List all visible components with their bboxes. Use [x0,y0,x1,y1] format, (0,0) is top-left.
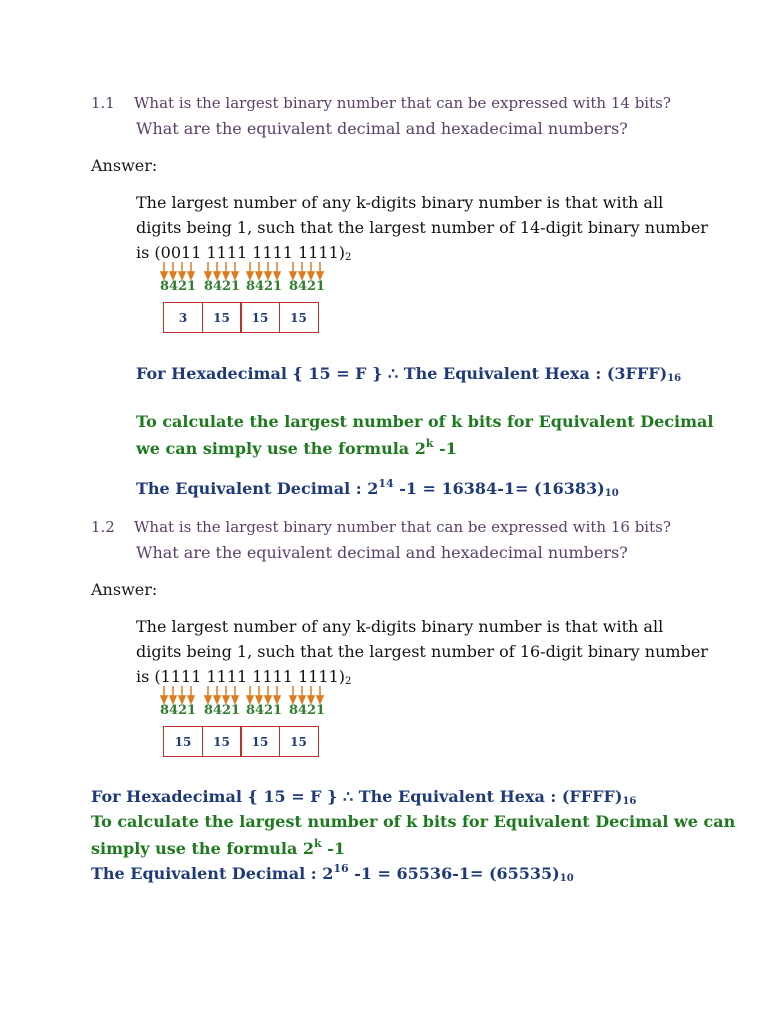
formula-1-tail: -1 [433,439,457,458]
formula-1-text: we can simply use the formula 2 [136,439,426,458]
weight-1: 1 [316,703,326,718]
decimal-2-tail: -1 = 65536-1= (65535) [348,864,560,883]
binary-value-1: is (0011 1111 1111 1111) [136,243,346,262]
hex-base-1: 16 [667,373,682,384]
weight-2: 2 [264,279,274,294]
weight-4: 4 [298,703,308,718]
question-1-2-line2: What are the equivalent decimal and hexadecimal numbers? [136,543,628,562]
answer-1-paragraph [136,190,708,270]
formula-2-sup: k [314,837,322,850]
formula-2-line1: To calculate the largest number of k bits for Equivalent Decimal we can [91,812,736,831]
weight-8: 8 [289,703,299,718]
weight-8: 8 [246,279,256,294]
weight-8: 8 [204,279,214,294]
weight-2: 2 [307,279,317,294]
nibble-cell: 15 [279,726,319,757]
weight-4: 4 [298,279,308,294]
weight-4: 4 [169,703,179,718]
formula-1-line2 [136,437,457,458]
hex-result-1 [136,364,681,384]
formula-2-tail: -1 [321,839,345,858]
weight-8: 8 [246,703,256,718]
decimal-result-1 [136,477,619,499]
formula-2-line2 [91,837,345,858]
answer-label-2: Answer: [91,580,158,599]
question-1-1-line2: What are the equivalent decimal and hexadecimal numbers? [136,119,628,138]
nibble-cell: 15 [202,302,242,333]
nibble-boxes-1 [163,302,319,333]
answer-1-line1: The largest number of any k-digits binary number is that with all [136,193,664,212]
answer-2-line2: digits being 1, such that the largest number of 16-digit binary number [136,642,708,661]
nibble-cell: 3 [163,302,203,333]
answer-label-1: Answer: [91,156,158,175]
decimal-1-text: The Equivalent Decimal : 2 [136,479,379,498]
question-number-1-2: 1.2 [91,518,115,536]
nibble-cell: 15 [240,302,280,333]
nibble-cell: 15 [240,726,280,757]
weight-2: 2 [222,703,232,718]
decimal-base-1: 10 [604,488,619,499]
formula-1-line1: To calculate the largest number of k bits for Equivalent Decimal [136,412,714,431]
weight-1: 1 [273,279,283,294]
answer-1-line2: digits being 1, such that the largest number of 14-digit binary number [136,218,708,237]
weight-2: 2 [264,703,274,718]
question-1-1-line1: What is the largest binary number that can be expressed with 14 bits? [134,94,671,112]
weight-1: 1 [231,703,241,718]
formula-2-text: simply use the formula 2 [91,839,315,858]
nibble-cell: 15 [279,302,319,333]
hex-result-1-text: For Hexadecimal { 15 = F } ∴ The Equivalent Hexa : (3FFF) [136,364,668,383]
nibble-boxes-2 [163,726,319,757]
decimal-1-tail: -1 = 16384-1= (16383) [393,479,605,498]
weight-8: 8 [289,279,299,294]
question-1-2-line1: What is the largest binary number that can be expressed with 16 bits? [134,518,671,536]
decimal-1-sup: 14 [378,477,394,490]
weight-8: 8 [160,279,170,294]
question-number-1-1: 1.1 [91,94,115,112]
answer-2-paragraph [136,614,708,694]
weight-4: 4 [169,279,179,294]
weight-2: 2 [222,279,232,294]
weight-1: 1 [231,279,241,294]
weight-4: 4 [255,279,265,294]
weight-8: 8 [160,703,170,718]
weight-4: 4 [213,703,223,718]
binary-base-2: 2 [345,676,352,687]
hex-result-2 [91,787,636,807]
formula-1-sup: k [425,437,434,450]
nibble-cell: 15 [163,726,203,757]
weight-2: 2 [178,279,188,294]
hex-result-2-text: For Hexadecimal { 15 = F } ∴ The Equivalent Hexa : (FFFF) [91,787,623,806]
decimal-2-text: The Equivalent Decimal : 2 [91,864,334,883]
weight-8: 8 [204,703,214,718]
binary-base-1: 2 [345,252,352,263]
weight-2: 2 [178,703,188,718]
hex-base-2: 16 [622,796,637,807]
weight-1: 1 [187,703,197,718]
weight-4: 4 [213,279,223,294]
nibble-cell: 15 [202,726,242,757]
decimal-2-sup: 16 [333,862,349,875]
weight-4: 4 [255,703,265,718]
decimal-result-2 [91,862,574,884]
weight-1: 1 [187,279,197,294]
weight-2: 2 [307,703,317,718]
binary-value-2: is (1111 1111 1111 1111) [136,667,346,686]
answer-2-line1: The largest number of any k-digits binary number is that with all [136,617,664,636]
weight-1: 1 [316,279,326,294]
decimal-base-2: 10 [559,873,574,884]
weight-1: 1 [273,703,283,718]
